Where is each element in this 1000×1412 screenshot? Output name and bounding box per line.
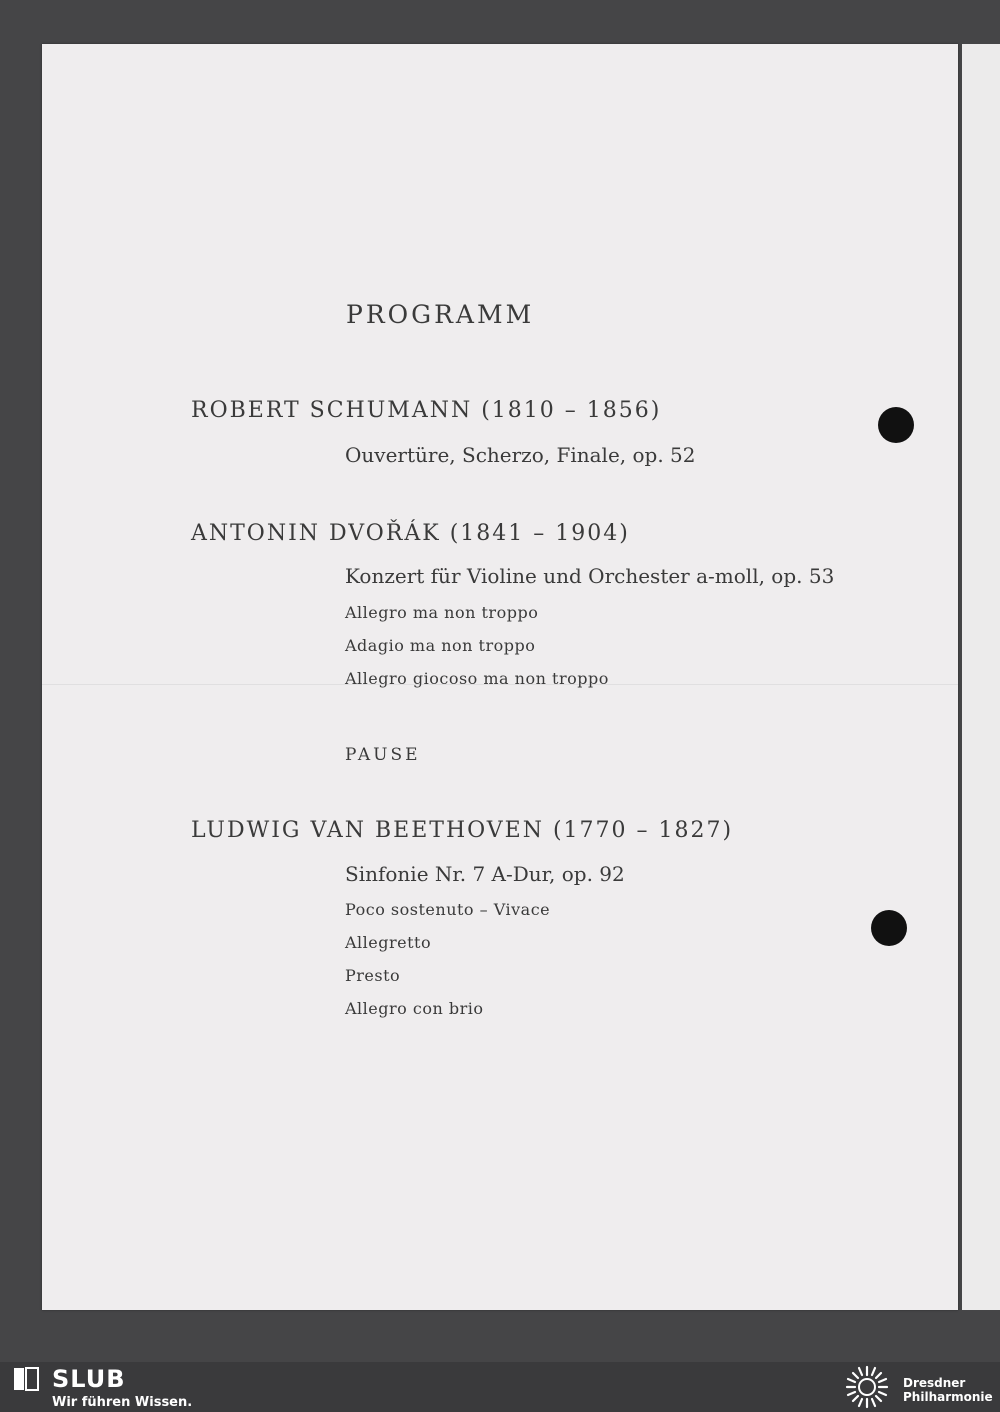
adjacent-page-edge: [962, 44, 1000, 1310]
intermission-label: PAUSE: [345, 745, 421, 765]
sunburst-logo-icon[interactable]: [840, 1363, 894, 1411]
partner-logo-text[interactable]: [903, 1376, 993, 1404]
program-heading: PROGRAMM: [346, 300, 535, 329]
movement-item: Allegro ma non troppo: [345, 603, 539, 622]
movement-item: Allegro giocoso ma non troppo: [345, 669, 609, 688]
work-beethoven: Sinfonie Nr. 7 A-Dur, op. 92: [345, 862, 625, 886]
composer-beethoven: LUDWIG VAN BEETHOVEN (1770 – 1827): [191, 818, 734, 843]
work-schumann: Ouvertüre, Scherzo, Finale, op. 52: [345, 443, 696, 467]
footer-bar: [0, 1362, 1000, 1412]
punch-hole: [878, 407, 914, 443]
movement-item: Allegretto: [345, 933, 432, 952]
composer-dvorak: ANTONIN DVOŘÁK (1841 – 1904): [191, 521, 630, 546]
movement-item: Adagio ma non troppo: [345, 636, 536, 655]
library-tagline: Wir führen Wissen.: [52, 1395, 193, 1410]
partner-line-1: Dresdner: [903, 1376, 966, 1390]
movement-item: Allegro con brio: [345, 999, 484, 1018]
work-dvorak: Konzert für Violine und Orchester a-moll, op. 53: [345, 564, 835, 588]
movement-item: Presto: [345, 966, 401, 985]
library-logo-text[interactable]: SLUB: [52, 1365, 126, 1393]
punch-hole: [871, 910, 907, 946]
partner-line-2: Philharmonie: [903, 1390, 993, 1404]
movement-item: Poco sostenuto – Vivace: [345, 900, 551, 919]
book-icon: [12, 1366, 40, 1392]
composer-schumann: ROBERT SCHUMANN (1810 – 1856): [191, 398, 662, 423]
